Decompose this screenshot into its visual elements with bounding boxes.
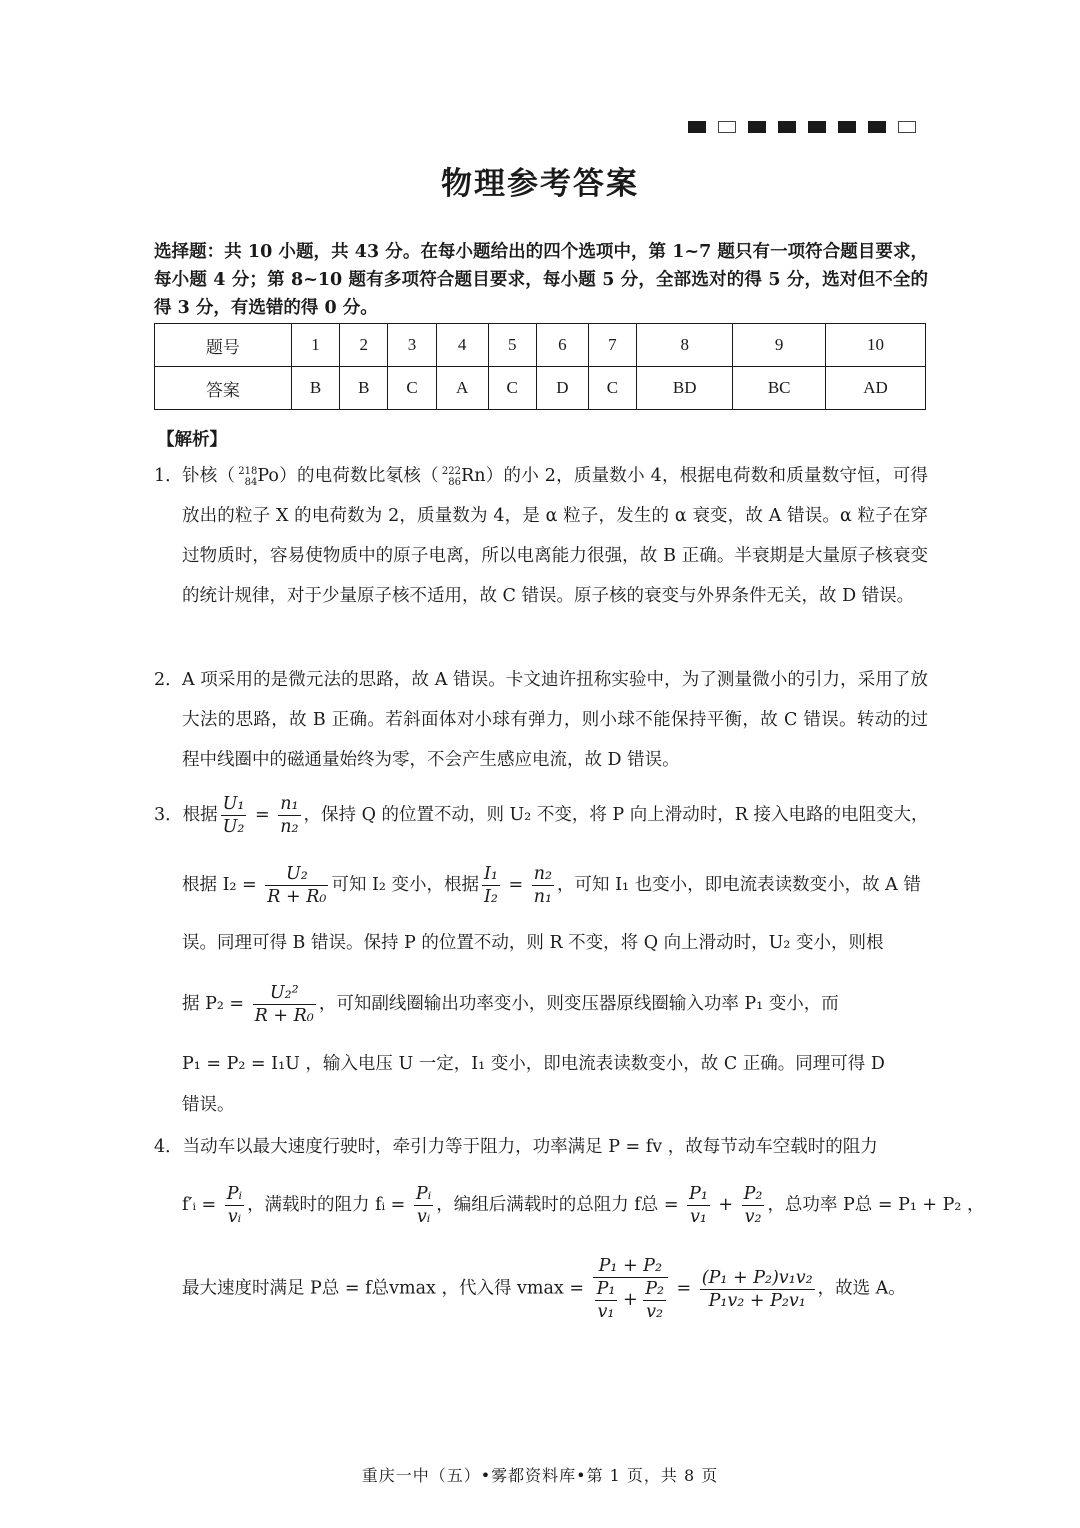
q3-line-4 [182,982,928,1027]
table-row-answers [155,367,926,410]
q4-line-1 [154,1132,900,1162]
po-symbol: Po [257,466,279,486]
fraction-p2-v2-inner [643,1278,666,1323]
fraction-pi-vi [225,1183,244,1228]
table-cell: C [588,367,636,410]
table-row-numbers [155,324,926,367]
frac-den: n₂ [280,817,299,837]
table-cell: 9 [733,324,826,367]
mark-5 [808,121,826,133]
page-title: 物理参考答案 [441,166,639,202]
frac-num: (P₁ + P₂)v₁v₂ [701,1267,813,1288]
fraction-u1-u2 [221,793,247,838]
po-isotope [238,466,257,488]
table-cell: 6 [536,324,588,367]
frac-num: n₂ [533,864,553,884]
question-2-text: A 项采用的是微元法的思路，故 A 错误。卡文迪许扭称实验中，为了测量微小的引力，采用了放大法的思路，故 B 正确。若斜面体对小球有弹力，则小球不能保持平衡，故 C 错误。转动的过程中线圈中的磁通量始终为零，不会产生感应电流，故 D 错误。 [182,670,928,770]
table-cell: B [340,367,388,410]
q4-line-2 [182,1183,985,1228]
q3-line-2 [182,863,928,908]
fraction-pi-vi-2 [414,1183,433,1228]
table-cell: 1 [291,324,339,367]
frac-num: Pᵢ [226,1184,243,1204]
mark-7 [868,121,886,133]
q3-l2-b: 可知 I₂ 变小，根据 [331,875,480,895]
equals: = [670,1278,697,1299]
question-1-number: 1． [154,466,183,486]
row-label-numbers: 题号 [155,324,292,367]
q3-l1-b: ，保持 Q 的位置不动，则 U₂ 不变，将 P 向上滑动时，R 接入电路的电阻变大， [303,805,929,825]
fraction-u2-r [265,863,328,908]
table-cell: 3 [388,324,436,367]
frac-den: I₂ [484,887,498,907]
frac-den: n₁ [533,887,553,907]
question-4-number: 4． [154,1137,183,1157]
frac-num: P₁ [596,1279,616,1299]
frac-num: I₁ [484,864,498,884]
equals: = [249,805,276,825]
table-cell: 4 [436,324,488,367]
q3-l4-b: ，可知副线圈输出功率变小，则变压器原线圈输入功率 P₁ 变小，而 [318,994,839,1014]
frac-den: v₁ [689,1207,707,1227]
question-2 [154,660,928,780]
table-cell: C [488,367,536,410]
table-cell: AD [825,367,925,410]
table-cell: D [536,367,588,410]
frac-den: R + R₀ [254,1006,314,1026]
answer-table [154,323,926,410]
q1-text-b: ）的电荷数比氡核（ [278,466,439,486]
table-cell: 7 [588,324,636,367]
frac-den-compound [593,1278,668,1323]
table-cell: 10 [825,324,925,367]
page-footer: 重庆一中（五）•雾都资料库•第 1 页，共 8 页 [361,1466,719,1485]
analysis-heading: 【解析】 [157,430,227,450]
plus: + [617,1290,644,1310]
table-cell: A [436,367,488,410]
fraction-u2sq-r [253,982,316,1027]
table-cell: B [291,367,339,410]
frac-den: v₂ [744,1207,762,1227]
frac-den: vᵢ [227,1207,242,1227]
fraction-vmax-complex [593,1255,668,1323]
rn-isotope [442,466,461,488]
row-label-answers: 答案 [155,367,292,410]
mark-2 [718,121,736,133]
frac-num: Pᵢ [415,1184,432,1204]
q3-line-1 [154,793,929,838]
q4-l3-b: ，故选 A。 [817,1278,906,1299]
table-cell: 8 [637,324,733,367]
q3-l4-a: 据 P₂ = [182,994,250,1014]
rn-atomic: 86 [448,476,462,488]
fraction-n2-n1 [532,863,554,908]
frac-num: P₂ [645,1279,664,1299]
plus: + [712,1195,739,1215]
question-1-text [182,456,928,616]
fraction-p2-v2 [742,1183,765,1228]
fraction-p1-v1-inner [595,1278,618,1323]
q4-l2-c: ，编组后满载时的总阻力 f总 = [436,1195,685,1215]
question-3-number: 3． [154,805,183,825]
rn-mass: 222 [441,465,462,477]
mark-4 [778,121,796,133]
frac-den: vᵢ [416,1207,431,1227]
frac-num: U₂ [265,863,328,886]
table-cell: BC [733,367,826,410]
mark-3 [748,121,766,133]
section-intro: 选择题：共 10 小题，共 43 分。在每小题给出的四个选项中，第 1~7 题只有一项符合题目要求，每小题 4 分；第 8~10 题有多项符合题目要求，每小题 5 分，全部选对的得 5 分，选对但不全的得 3 分，有选错的得 0 分。 [154,242,928,318]
q3-l2-a: 根据 I₂ = [182,875,263,895]
frac-num: U₁ [222,794,245,814]
mark-6 [838,121,856,133]
mark-8 [898,121,916,133]
q4-l2-d: ，总功率 P总 = P₁ + P₂ ， [767,1195,985,1215]
table-cell: BD [637,367,733,410]
table-cell: 5 [488,324,536,367]
po-atomic: 84 [244,476,258,488]
frac-num: n₁ [280,794,299,814]
frac-den: P₁v₂ + P₂v₁ [708,1290,806,1311]
q4-l2-b: ，满载时的阻力 fᵢ = [247,1195,411,1215]
frac-den: R + R₀ [267,887,327,907]
q3-line-6: 错误。 [182,1095,235,1115]
equals: = [502,875,529,895]
frac-num: P₁ [689,1184,708,1204]
frac-num: U₂² [253,982,316,1005]
fraction-n1-n2 [278,793,300,838]
frac-den: v₂ [646,1302,664,1322]
q4-l2-a: f′ᵢ = [182,1195,222,1215]
table-cell: C [388,367,436,410]
frac-den: v₁ [597,1302,615,1322]
question-2-number: 2． [154,670,183,690]
q1-text-c: ）的小 2，质量数小 4，根据电荷数和质量数守恒，可得放出的粒子 X 的电荷数为 2，质量数为 4，是 α 粒子，发生的 α 衰变，故 A 错误。α 粒子在穿过物质时，容易使物质中的原子电离，所以电离能力很强，故 B 正确。半衰期是大量原子核衰变的统计规律，对于少量原子核不适用，故 C 错误。原子核的衰变与外界条件无关，故 D 错误。 [182,466,929,606]
q3-l1-a: 根据 [182,805,218,825]
q1-text-a: 钋核（ [182,466,236,486]
fraction-i1-i2 [482,863,500,908]
q4-line-3 [182,1255,928,1323]
table-cell: 2 [340,324,388,367]
fraction-vmax-result [700,1267,815,1312]
q4-l1: 当动车以最大速度行驶时，牵引力等于阻力，功率满足 P = fv ，故每节动车空载时的阻力 [182,1137,878,1157]
po-mass: 218 [238,465,258,477]
frac-num: P₁ + P₂ [593,1255,668,1278]
frac-den: U₂ [222,817,245,837]
q3-line-5: P₁ = P₂ = I₁U ，输入电压 U 一定，I₁ 变小，即电流表读数变小，故 C 正确。同理可得 D [182,1054,885,1074]
q3-line-3: 误。同理可得 B 错误。保持 P 的位置不动，则 R 不变，将 Q 向上滑动时，U₂ 变小，则根 [182,933,884,953]
mark-1 [688,121,706,133]
frac-num: P₂ [743,1184,763,1204]
header-marks [688,121,916,133]
fraction-p1-v1 [687,1183,710,1228]
rn-symbol: Rn [461,466,486,486]
q3-l2-c: ，可知 I₁ 也变小，即电流表读数变小，故 A 错 [557,875,921,895]
question-1 [154,456,928,616]
q4-l3-a: 最大速度时满足 P总 = f总vmax ，代入得 vmax = [182,1278,590,1299]
